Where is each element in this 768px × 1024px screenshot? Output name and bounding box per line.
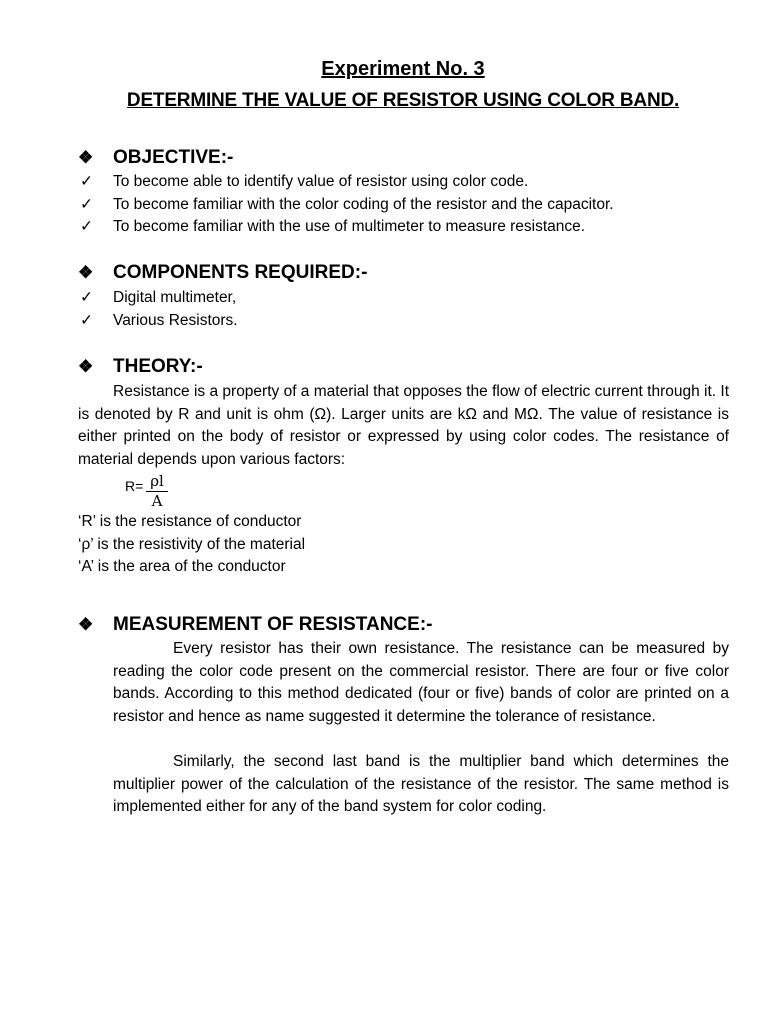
measurement-paragraph-2: Similarly, the second last band is the multiplier band which determines the multiplier power of the calculation of the resistance of the resistor. The same method is implemented either for any of the band system for color coding.: [113, 753, 729, 815]
component-item: [80, 287, 236, 310]
formula-fraction: [146, 472, 168, 510]
measurement-heading-text: MEASUREMENT OF RESISTANCE:-: [113, 614, 433, 635]
objective-item: [80, 171, 528, 194]
objective-item: [80, 216, 585, 239]
experiment-number: Experiment No. 3: [321, 58, 485, 80]
theory-heading: [78, 356, 203, 378]
component-item: [80, 310, 238, 333]
component-item-text: Various Resistors.: [113, 311, 238, 329]
theory-paragraph: Resistance is a property of a material that opposes the flow of electric current through it. It is denoted by R and unit is ohm (Ω). Larger units are kΩ and MΩ. The value of resistance is either printed on the body of resistor or expressed by using color codes. The resistance of material depends upon various factors:: [78, 383, 729, 468]
diamond-bullet-icon: ❖: [78, 148, 94, 167]
components-heading-text: COMPONENTS REQUIRED:-: [113, 262, 368, 283]
check-icon: ✓: [80, 195, 93, 213]
objective-item-text: To become familiar with the use of multimeter to measure resistance.: [113, 218, 586, 235]
formula-numerator: ρl: [146, 472, 168, 492]
definition-line: ‘R’ is the resistance of conductor: [78, 513, 302, 530]
definition-line: ‘A’ is the area of the conductor: [78, 558, 286, 575]
components-heading: [78, 262, 367, 284]
measurement-paragraph-1: Every resistor has their own resistance. The resistance can be measured by reading the color code present on the commercial resistor. There are four or five color bands. According to this method dedicated (four or five) bands of color are printed on a resistor and hence as name suggested it determine the tolerance of resistance.: [113, 640, 729, 725]
check-icon: ✓: [80, 173, 93, 190]
objective-item-text: To become able to identify value of resistor using color code.: [113, 173, 529, 190]
measurement-heading: [78, 614, 432, 636]
formula-lhs: R=: [125, 478, 144, 494]
objective-item-text: To become familiar with the color coding of the resistor and the capacitor.: [113, 195, 614, 213]
theory-heading-text: THEORY:-: [113, 356, 203, 377]
objective-heading-text: OBJECTIVE:-: [113, 147, 234, 168]
objective-heading: [78, 147, 233, 169]
diamond-bullet-icon: ❖: [78, 615, 94, 634]
formula-denominator: A: [151, 492, 163, 510]
component-item-text: Digital multimeter,: [113, 289, 237, 306]
definition-line: ‘ρ’ is the resistivity of the material: [78, 536, 306, 553]
check-icon: ✓: [80, 218, 93, 235]
document-title: DETERMINE THE VALUE OF RESISTOR USING COLOR BAND.: [126, 90, 680, 111]
diamond-bullet-icon: ❖: [78, 263, 94, 282]
check-icon: ✓: [80, 311, 93, 329]
diamond-bullet-icon: ❖: [78, 357, 94, 376]
objective-item: [80, 194, 614, 217]
check-icon: ✓: [80, 289, 93, 306]
